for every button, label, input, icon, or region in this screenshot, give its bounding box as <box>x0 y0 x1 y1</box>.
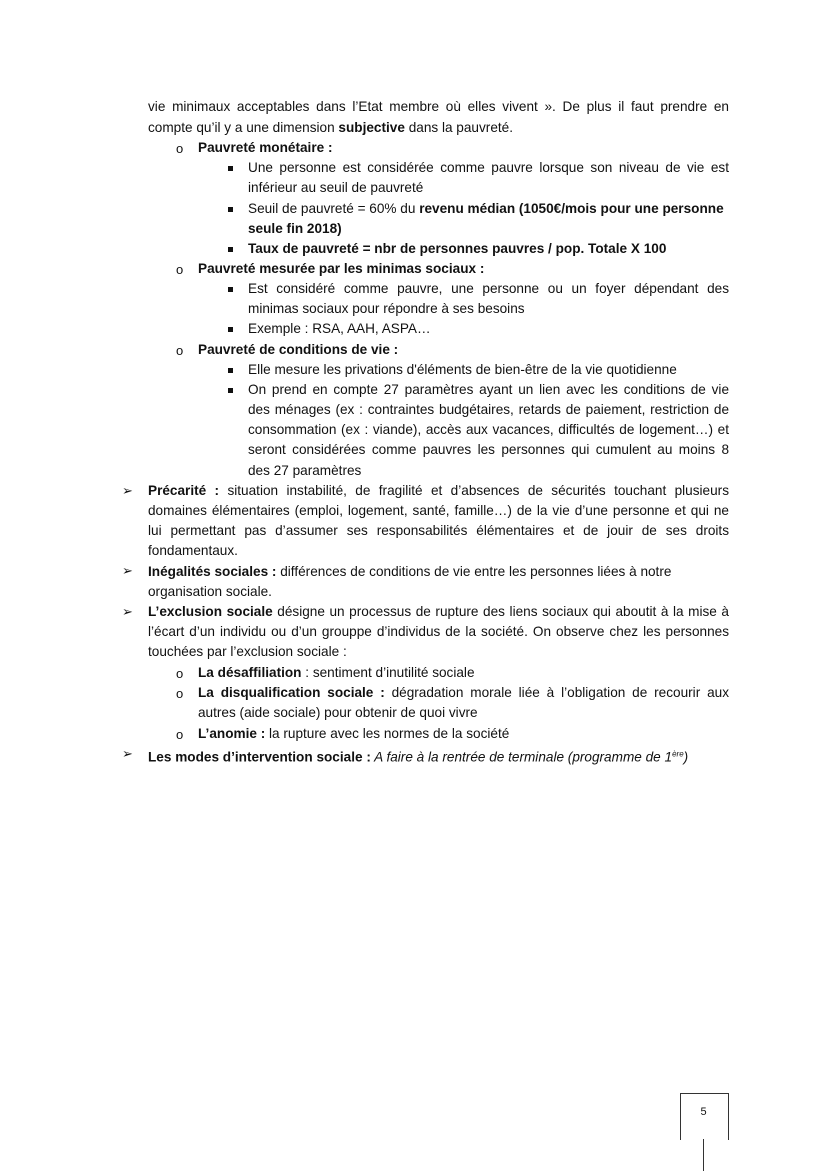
paragraph-line: Les modes d’intervention sociale : A faire à la rentrée de terminale (programme de 1ère) <box>148 749 689 765</box>
circle-bullet-icon: o <box>176 666 184 681</box>
circle-bullet-icon: o <box>176 686 184 701</box>
paragraph-line: lui permettant pas d’assumer ses responsabilités élémentaires et de jouir de ses droits <box>148 523 729 538</box>
square-bullet-icon <box>228 287 233 292</box>
list-item-anomie: L’anomie : la rupture avec les normes de la société <box>198 726 510 741</box>
bullet-line: Une personne est considérée comme pauvre lorsque son niveau de vie est <box>248 160 729 175</box>
page-number-stem <box>703 1139 704 1171</box>
paragraph-line: domaines élémentaires (emploi, logement, santé, famille…) de la vie d’une personne et qui ne <box>148 503 729 518</box>
square-bullet-icon <box>228 388 233 393</box>
bullet-line: Est considéré comme pauvre, une personne ou un foyer dépendant des <box>248 281 729 296</box>
list-item-desaffiliation: La désaffiliation : sentiment d’inutilité sociale <box>198 665 475 680</box>
bullet-line: Taux de pauvreté = nbr de personnes pauvres / pop. Totale X 100 <box>248 241 667 256</box>
arrow-bullet-icon: ➢ <box>122 746 133 761</box>
list-item-disqualification: La disqualification sociale : dégradation morale liée à l’obligation de recourir aux <box>198 685 729 700</box>
circle-bullet-icon: o <box>176 141 184 156</box>
paragraph-line: Inégalités sociales : différences de conditions de vie entre les personnes liées à notre <box>148 564 672 579</box>
paragraph-line: compte qu’il y a une dimension subjective dans la pauvreté. <box>148 120 513 135</box>
circle-bullet-icon: o <box>176 262 184 277</box>
circle-bullet-icon: o <box>176 727 184 742</box>
page-number: 5 <box>700 1106 707 1118</box>
heading-minimas-poverty: Pauvreté mesurée par les minimas sociaux : <box>198 261 485 276</box>
arrow-bullet-icon: ➢ <box>122 483 133 498</box>
square-bullet-icon <box>228 247 233 252</box>
bullet-line: minimas sociaux pour répondre à ses besoins <box>248 301 525 316</box>
heading-monetary-poverty: Pauvreté monétaire : <box>198 140 333 155</box>
paragraph-line: l’écart d’un individu ou d’un grouppe d’individus de la société. On observe chez les personnes <box>148 624 729 639</box>
bullet-line: seule fin 2018) <box>248 221 342 236</box>
bullet-line: inférieur au seuil de pauvreté <box>248 180 424 195</box>
paragraph-line: touchées par l’exclusion sociale : <box>148 644 347 659</box>
bullet-line: consommation (ex : viande), accès aux vacances, difficultés de logement…) et <box>248 422 729 437</box>
square-bullet-icon <box>228 327 233 332</box>
bullet-line: seront considérées comme pauvres les personnes qui cumulent au moins 8 <box>248 442 729 457</box>
list-item-line: autres (aide sociale) pour obtenir de quoi vivre <box>198 705 478 720</box>
bullet-line: des ménages (ex : contraintes budgétaires, retards de paiement, restriction de <box>248 402 729 417</box>
paragraph-line: fondamentaux. <box>148 543 238 558</box>
paragraph-line: vie minimaux acceptables dans l’Etat membre où elles vivent ». De plus il faut prendre en <box>148 99 729 114</box>
arrow-bullet-icon: ➢ <box>122 563 133 578</box>
bullet-line: Elle mesure les privations d'éléments de bien-être de la vie quotidienne <box>248 362 677 377</box>
bullet-line: Seuil de pauvreté = 60% du revenu médian (1050€/mois pour une personne <box>248 201 724 216</box>
paragraph-line: organisation sociale. <box>148 584 272 599</box>
bullet-line: des 27 paramètres <box>248 463 362 478</box>
bullet-line: Exemple : RSA, AAH, ASPA… <box>248 321 431 336</box>
paragraph-line: Précarité : situation instabilité, de fragilité et d’absences de sécurités touchant plusieurs <box>148 483 729 498</box>
circle-bullet-icon: o <box>176 343 184 358</box>
heading-living-conditions-poverty: Pauvreté de conditions de vie : <box>198 342 399 357</box>
square-bullet-icon <box>228 166 233 171</box>
bullet-line: On prend en compte 27 paramètres ayant un lien avec les conditions de vie <box>248 382 729 397</box>
paragraph-line: L’exclusion sociale désigne un processus de rupture des liens sociaux qui aboutit à la mise à <box>148 604 729 619</box>
square-bullet-icon <box>228 207 233 212</box>
square-bullet-icon <box>228 368 233 373</box>
arrow-bullet-icon: ➢ <box>122 604 133 619</box>
